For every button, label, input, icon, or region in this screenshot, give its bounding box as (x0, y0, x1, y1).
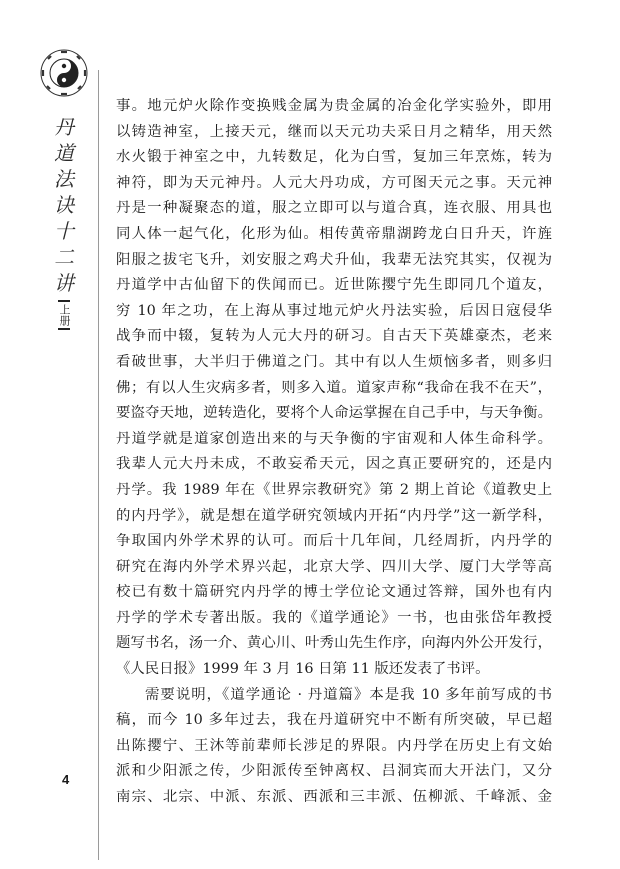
text-line: 南宗、北宗、中派、东派、西派和三丰派、伍柳派、千峰派、金 (116, 789, 552, 806)
book-title-char: 法 (54, 167, 74, 191)
text-line: 同人体一起气化，化形为仙。相传黄帝鼎湖跨龙白日升天，许旌 (116, 225, 552, 242)
text-line: 战争而中辍，复转为人元大丹的研习。自古天下英雄豪杰，老来 (116, 328, 552, 345)
text-line: 需要说明，《道学通论 · 丹道篇》本是我 10 多年前写成的书 (145, 686, 552, 703)
text-line: 题写书名，汤一介、黄心川、叶秀山先生作序，向海内外公开发行， (116, 635, 552, 652)
margin-rule (98, 70, 99, 860)
text-line: 丹道学中古仙留下的佚闻而已。近世陈撄宁先生即同几个道友， (116, 277, 552, 294)
page-number: 4 (62, 772, 70, 787)
text-line: 阳服之拔宅飞升，刘安服之鸡犬升仙，我辈无法究其实，仅视为 (116, 251, 552, 268)
text-line: 的内丹学》，就是想在道学研究领域内开拓“内丹学”这一新学科， (116, 507, 552, 524)
text-line: 出陈撄宁、王沐等前辈师长涉足的界限。内丹学在历史上有文始 (116, 737, 552, 754)
text-line: 派和少阳派之传，少阳派传至钟离权、吕洞宾而大开法门，又分 (116, 763, 552, 780)
text-line: 神符，即为天元神丹。人元大丹功成，方可图天元之事。天元神 (116, 174, 552, 191)
text-line: 丹是一种凝聚态的道，服之立即可以与道合真，连衣服、用具也 (116, 200, 552, 217)
text-line: 丹学。我 1989 年在《世界宗教研究》第 2 期上首论《道教史上 (116, 481, 552, 498)
body-text (116, 94, 552, 811)
book-title-char: 道 (54, 141, 74, 165)
text-line: 校已有数十篇研究内丹学的博士学位论文通过答辩，国外也有内 (116, 584, 552, 601)
text-line: 《人民日报》1999 年 3 月 16 日第 11 版还发表了书评。 (116, 661, 490, 678)
text-line: 以铸造神室，上接天元，继而以天元功夫采日月之精华，用天然 (116, 123, 552, 140)
text-line: 事。地元炉火除作变换贱金属为贵金属的冶金化学实验外，即用 (116, 98, 552, 114)
text-line: 研究在海内外学术界兴起，北京大学、四川大学、厦门大学等高 (116, 558, 552, 575)
text-line: 水火锻于神室之中，九转数足，化为白雪，复加三年烹炼，转为 (116, 149, 552, 166)
margin-column (38, 48, 90, 330)
volume-label: 上册 (58, 300, 70, 330)
taiji-bagua-icon (39, 48, 89, 98)
book-title-char: 讲 (54, 271, 74, 295)
text-line: 丹道学就是道家创造出来的与天争衡的宇宙观和人体生命科学。 (116, 430, 552, 447)
book-title-char: 丹 (54, 115, 74, 139)
text-line: 我辈人元大丹未成，不敢妄希天元，因之真正要研究的，还是内 (116, 456, 552, 473)
book-title-char: 诀 (54, 193, 74, 217)
text-line: 看破世事，大半归于佛道之门。其中有以人生烦恼多者，则多归 (116, 353, 552, 370)
book-title-char: 二 (54, 245, 74, 269)
book-title-char: 十 (54, 219, 74, 243)
text-line: 佛；有以人生灾病多者，则多入道。道家声称“我命在我不在天”， (116, 379, 552, 396)
text-line: 要盗夺天地，逆转造化，要将个人命运掌握在自己手中，与天争衡。 (116, 405, 552, 422)
text-line: 穷 10 年之功，在上海从事过地元炉火丹法实验，后因日寇侵华 (116, 302, 552, 319)
text-line: 争取国内外学术界的认可。而后十几年间，几经周折，内丹学的 (116, 533, 552, 550)
book-title-vertical (54, 114, 74, 296)
text-line: 丹学的学术专著出版。我的《道学通论》一书，也由张岱年教授 (116, 609, 552, 626)
text-line: 稿，而今 10 多年过去，我在丹道研究中不断有所突破，早已超 (116, 712, 552, 729)
